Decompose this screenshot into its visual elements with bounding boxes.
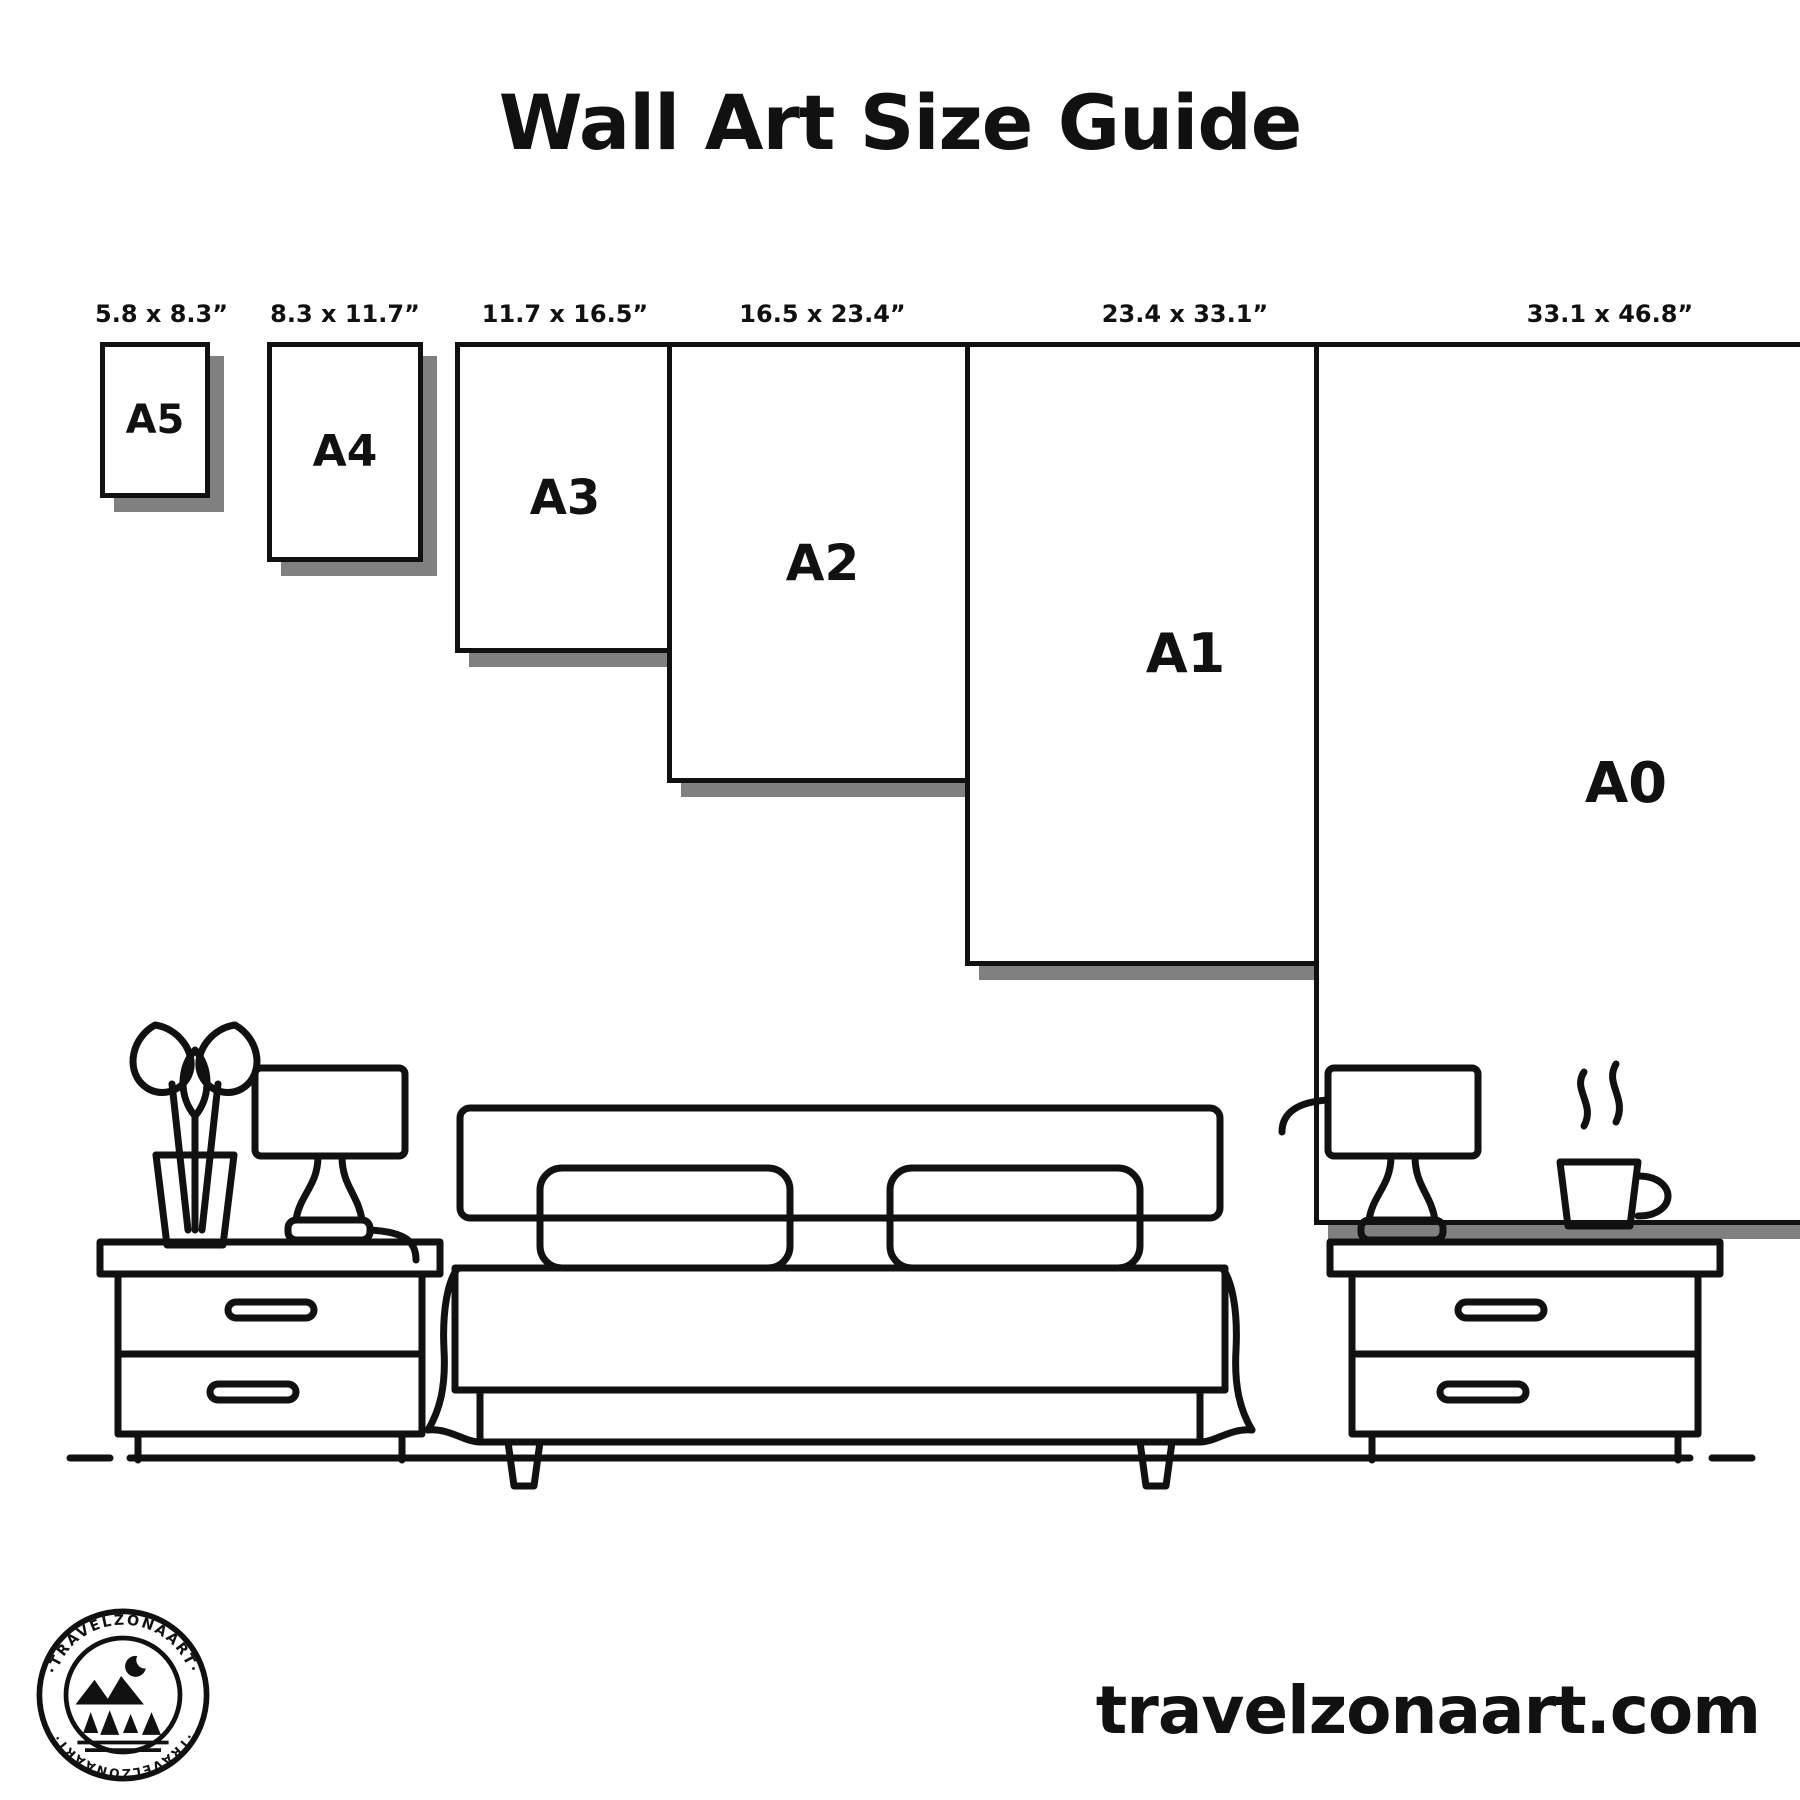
size-label-a1: 23.4 x 33.1”: [1101, 300, 1269, 328]
frame-box-a4[interactable]: [267, 342, 423, 562]
coffee-cup-icon: [1560, 1064, 1668, 1226]
bedroom-illustration: [60, 980, 1760, 1540]
logo-text-bottom: ·TRAVELZONAART·: [49, 1730, 197, 1781]
size-label-a4: 8.3 x 11.7”: [270, 300, 420, 328]
frame-name-a0: A0: [1584, 750, 1668, 816]
frame-a2[interactable]: [667, 342, 978, 783]
logo-scene: [76, 1656, 169, 1750]
brand-logo[interactable]: [28, 1600, 218, 1790]
logo-text-top: ·TRAVELZONAART·: [44, 1612, 202, 1677]
page-title: Wall Art Size Guide: [498, 78, 1302, 167]
frame-box-a3[interactable]: [455, 342, 675, 653]
frame-name-a1: A1: [1145, 622, 1226, 685]
bed: [428, 1108, 1252, 1486]
size-label-a5: 5.8 x 8.3”: [95, 300, 228, 328]
right-nightstand: [1330, 1242, 1720, 1460]
frame-a4[interactable]: [267, 342, 423, 562]
size-label-a0: 33.1 x 46.8”: [1526, 300, 1694, 328]
frame-name-a4: A4: [312, 426, 378, 477]
left-nightstand: [100, 1242, 440, 1460]
website-url[interactable]: travelzonaart.com: [1095, 1672, 1760, 1749]
frame-a3[interactable]: [455, 342, 675, 653]
frame-name-a3: A3: [529, 469, 601, 526]
frame-name-a2: A2: [785, 533, 860, 592]
frame-box-a5[interactable]: [100, 342, 210, 498]
right-table-lamp: [1282, 1068, 1478, 1240]
frame-box-a2[interactable]: [667, 342, 978, 783]
size-label-a2: 16.5 x 23.4”: [739, 300, 906, 328]
plant-vase-icon: [133, 1025, 257, 1245]
frame-name-a5: A5: [125, 397, 185, 443]
frame-a5[interactable]: [100, 342, 210, 498]
size-label-a3: 11.7 x 16.5”: [481, 300, 649, 328]
left-table-lamp: [255, 1068, 416, 1260]
